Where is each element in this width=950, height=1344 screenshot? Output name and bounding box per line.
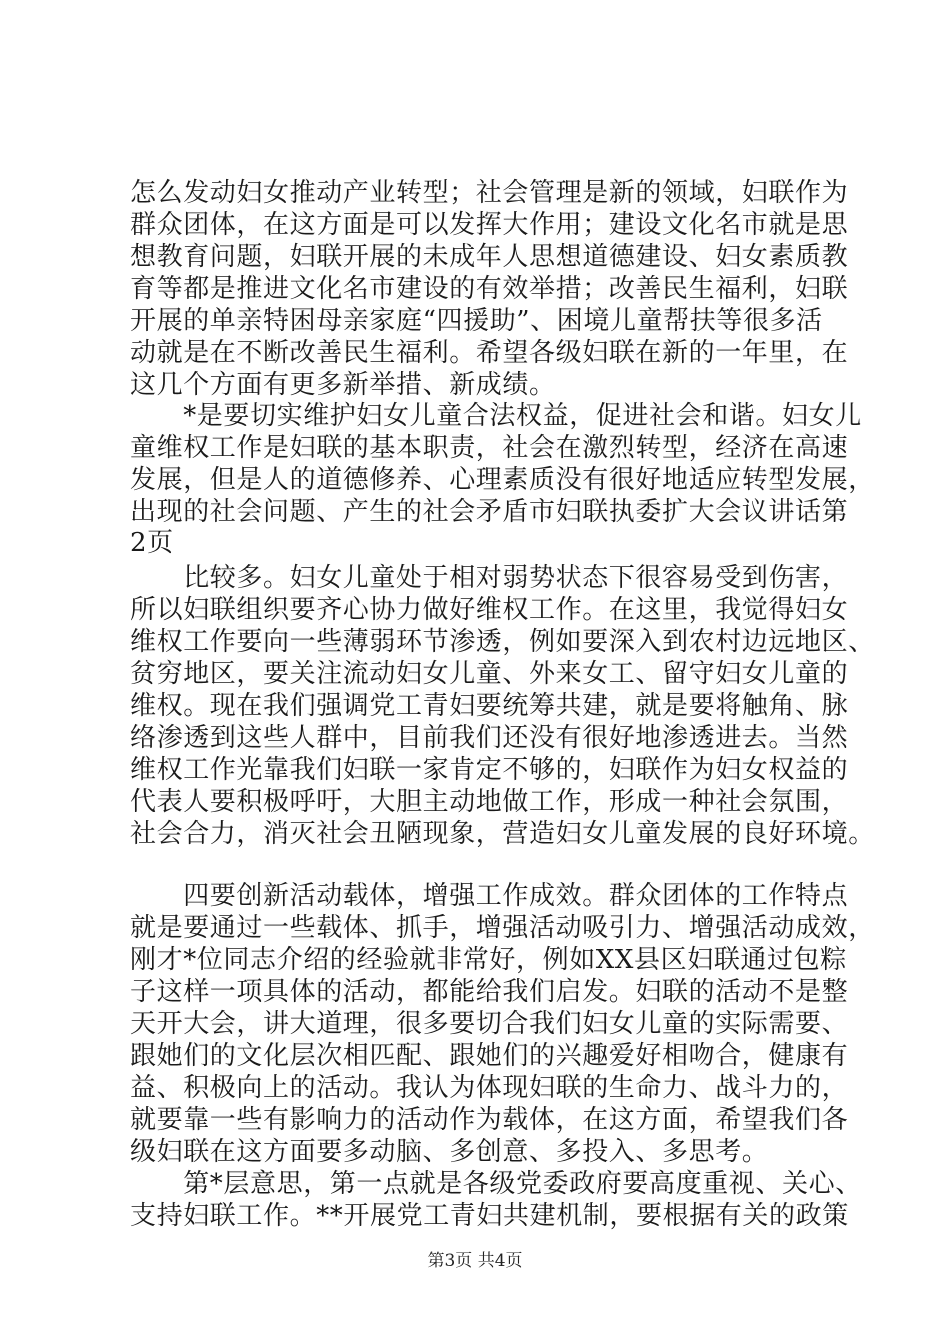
text-line: 络渗透到这些人群中，目前我们还没有很好地渗透进去。当然 — [130, 723, 849, 753]
text-line: 怎么发动妇女推动产业转型；社会管理是新的领域，妇联作为 — [130, 178, 849, 208]
text-line: 出现的社会问题、产生的社会矛盾市妇联执委扩大会议讲话第 — [130, 497, 849, 527]
text-line: 2页 — [130, 528, 174, 558]
text-line: 这几个方面有更多新举措、新成绩。 — [130, 370, 556, 400]
text-line: 代表人要积极呼吁，大胆主动地做工作，形成一种社会氛围， — [130, 787, 849, 817]
text-line: 开展的单亲特困母亲家庭“四援助”、困境儿童帮扶等很多活 — [130, 306, 823, 336]
text-line: 社会合力，消灭社会丑陋现象，营造妇女儿童发展的良好环境。 — [130, 819, 875, 849]
text-line: 天开大会，讲大道理，很多要切合我们妇女儿童的实际需要、 — [130, 1009, 849, 1039]
text-line: 级妇联在这方面要多动脑、多创意、多投入、多思考。 — [130, 1137, 769, 1167]
text-line: 就是要通过一些载体、抓手，增强活动吸引力、增强活动成效， — [130, 913, 875, 943]
text-line: 贫穷地区，要关注流动妇女儿童、外来女工、留守妇女儿童的 — [130, 659, 849, 689]
text-line: 四要创新活动载体，增强工作成效。群众团体的工作特点 — [130, 881, 849, 911]
text-line: 第*层意思，第一点就是各级党委政府要高度重视、关心、 — [130, 1169, 862, 1199]
text-line: 跟她们的文化层次相匹配、跟她们的兴趣爱好相吻合，健康有 — [130, 1041, 849, 1071]
text-line: 想教育问题，妇联开展的未成年人思想道德建设、妇女素质教 — [130, 242, 849, 272]
text-line: 发展，但是人的道德修养、心理素质没有很好地适应转型发展， — [130, 465, 875, 495]
text-line: 益、积极向上的活动。我认为体现妇联的生命力、战斗力的， — [130, 1073, 849, 1103]
text-line: 童维权工作是妇联的基本职责，社会在激烈转型，经济在高速 — [130, 433, 849, 463]
text-line: *是要切实维护妇女儿童合法权益，促进社会和谐。妇女儿 — [130, 401, 862, 431]
text-line: 所以妇联组织要齐心协力做好维权工作。在这里，我觉得妇女 — [130, 595, 849, 625]
text-line: 群众团体，在这方面是可以发挥大作用；建设文化名市就是思 — [130, 210, 849, 240]
text-line: 维权工作要向一些薄弱环节渗透，例如要深入到农村边远地区、 — [130, 627, 875, 657]
text-line: 就要靠一些有影响力的活动作为载体，在这方面，希望我们各 — [130, 1105, 849, 1135]
text-line: 维权工作光靠我们妇联一家肯定不够的，妇联作为妇女权益的 — [130, 755, 849, 785]
text-line: 子这样一项具体的活动，都能给我们启发。妇联的活动不是整 — [130, 977, 849, 1007]
text-line: 支持妇联工作。**开展党工青妇共建机制，要根据有关的政策 — [130, 1201, 849, 1231]
text-line: 动就是在不断改善民生福利。希望各级妇联在新的一年里，在 — [130, 338, 849, 368]
text-line: 维权。现在我们强调党工青妇要统筹共建，就是要将触角、脉 — [130, 691, 849, 721]
text-line: 育等都是推进文化名市建设的有效举措；改善民生福利，妇联 — [130, 274, 849, 304]
page-footer: 第3页 共4页 — [427, 1251, 523, 1271]
text-line: 比较多。妇女儿童处于相对弱势状态下很容易受到伤害， — [130, 563, 849, 593]
text-line: 刚才*位同志介绍的经验就非常好，例如XX县区妇联通过包粽 — [130, 945, 847, 975]
